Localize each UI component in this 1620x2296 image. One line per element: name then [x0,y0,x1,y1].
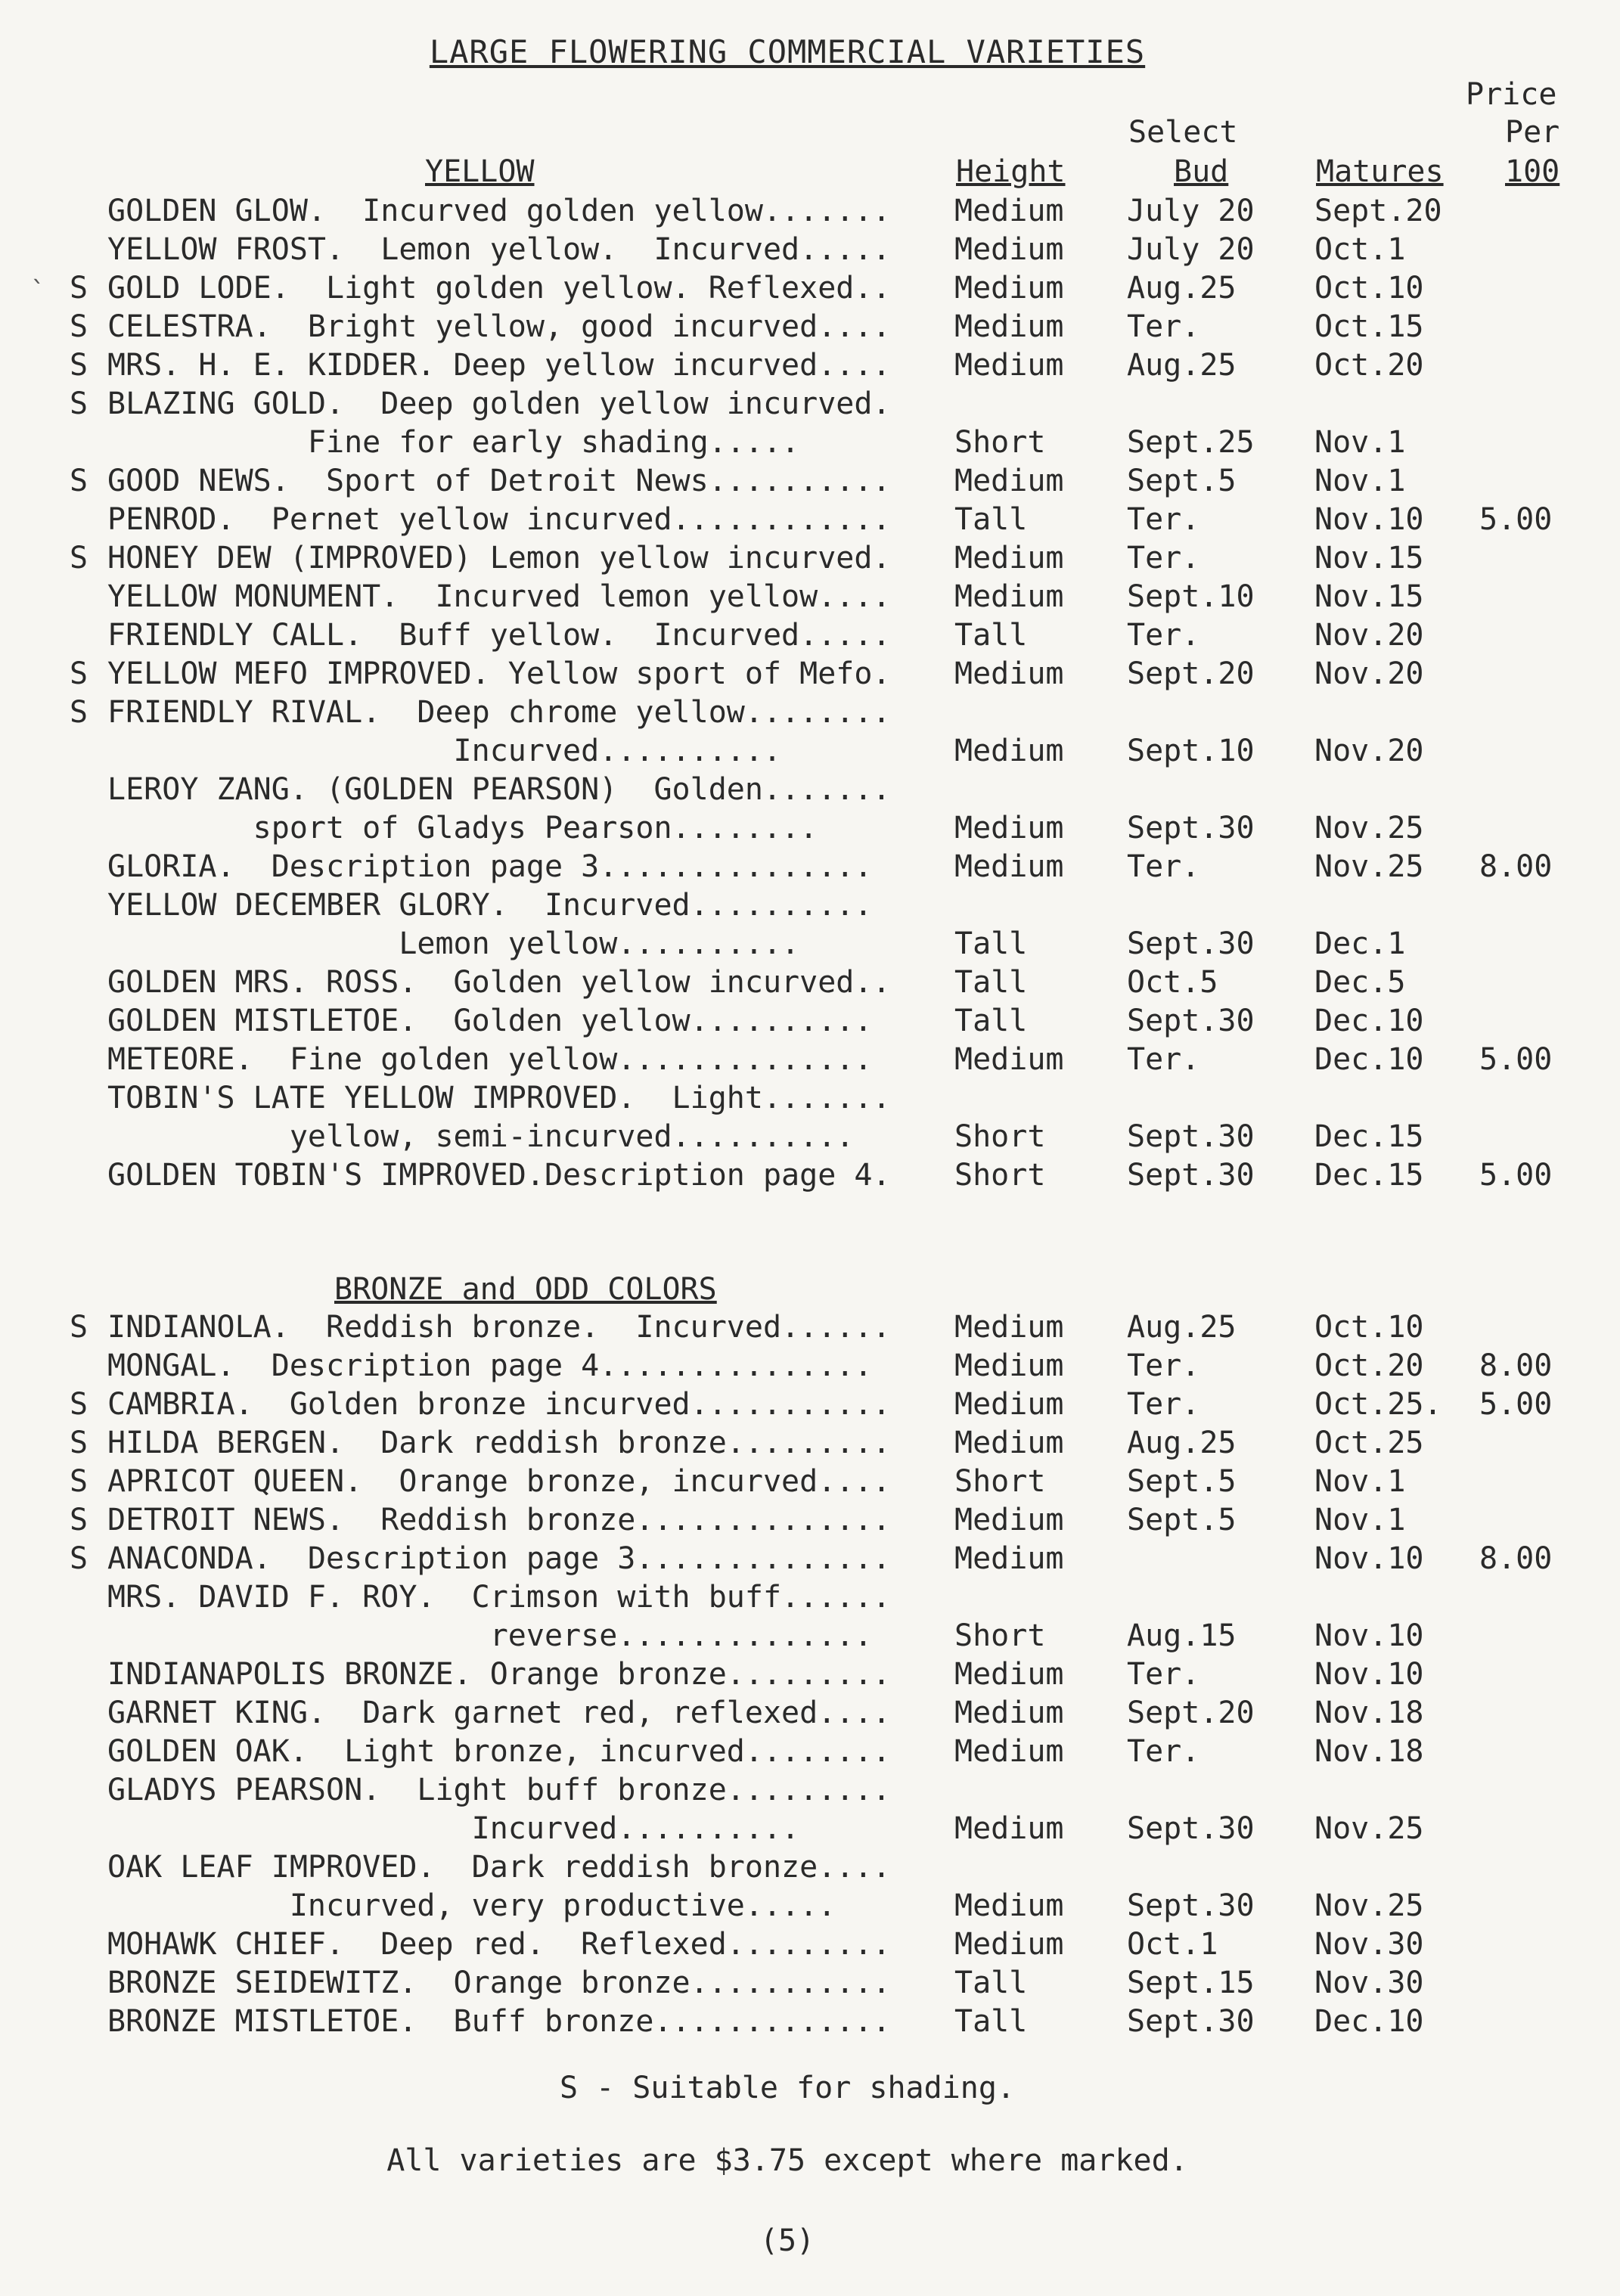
shading-flag: S [70,695,88,730]
table-row [0,1887,1620,1925]
matures-cell: Nov.15 [1314,541,1424,576]
variety-description: GOLDEN OAK. Light bronze, incurved........ [107,1734,891,1769]
variety-description: PENROD. Pernet yellow incurved............ [107,502,891,537]
matures-cell: Nov.10 [1314,502,1424,537]
variety-description: CELESTRA. Bright yellow, good incurved.... [107,309,891,344]
select-bud-cell: Oct.1 [1127,1927,1218,1962]
select-bud-cell: Ter. [1127,1657,1200,1692]
table-row [0,1964,1620,2002]
variety-description: Lemon yellow.......... [107,926,800,961]
shading-flag: S [70,348,88,383]
height-cell: Medium [954,1888,1064,1923]
height-cell: Medium [954,1541,1064,1576]
matures-cell: Nov.15 [1314,579,1424,614]
select-bud-cell: Ter. [1127,309,1200,344]
select-bud-cell: Aug.15 [1127,1618,1237,1653]
variety-description: GOLDEN TOBIN'S IMPROVED.Description page 4. [107,1158,891,1193]
table-row [0,732,1620,770]
select-bud-cell: Ter. [1127,1348,1200,1383]
table-row [0,1424,1620,1462]
matures-cell: Oct.15 [1314,309,1424,344]
height-cell: Medium [954,1811,1064,1846]
matures-cell: Oct.10 [1314,1310,1424,1345]
select-bud-cell: Sept.30 [1127,1811,1255,1846]
margin-mark: ` [30,276,46,306]
select-bud-cell: Sept.10 [1127,734,1255,768]
table-row [0,1385,1620,1423]
select-bud-cell: Sept.30 [1127,1888,1255,1923]
variety-description: YELLOW MONUMENT. Incurved lemon yellow.... [107,579,891,614]
table-row [0,886,1620,924]
select-bud-cell: Sept.20 [1127,1696,1255,1730]
table-row [0,1694,1620,1732]
matures-cell: Oct.20 [1314,1348,1424,1383]
variety-description: GLADYS PEARSON. Light buff bronze......... [107,1773,891,1807]
variety-description: FRIENDLY RIVAL. Deep chrome yellow........ [107,695,891,730]
matures-cell: Nov.18 [1314,1696,1424,1730]
table-row [0,1617,1620,1655]
bronze-heading: BRONZE and ODD COLORS [334,1272,717,1307]
matures-cell: Nov.30 [1314,1927,1424,1962]
table-row [0,693,1620,731]
matures-cell: Nov.18 [1314,1734,1424,1769]
matures-cell: Oct.1 [1314,232,1406,267]
matures-cell: Dec.10 [1314,1004,1424,1038]
matures-cell: Dec.15 [1314,1158,1424,1193]
table-row [0,2003,1620,2040]
select-bud-cell: Sept.30 [1127,926,1255,961]
matures-cell: Dec.1 [1314,926,1406,961]
price-cell: 8.00 [1479,1348,1553,1383]
price-header-line3: 100 [1505,154,1560,189]
matures-cell: Nov.1 [1314,1503,1406,1537]
table-row [0,424,1620,461]
variety-description: Incurved, very productive..... [107,1888,836,1923]
matures-cell: Nov.20 [1314,734,1424,768]
price-cell: 5.00 [1479,502,1553,537]
variety-description: HILDA BERGEN. Dark reddish bronze......... [107,1426,891,1460]
height-cell: Medium [954,1348,1064,1383]
matures-cell: Nov.10 [1314,1657,1424,1692]
variety-description: METEORE. Fine golden yellow.............. [107,1042,873,1077]
variety-description: GOOD NEWS. Sport of Detroit News.......... [107,464,891,498]
table-row [0,501,1620,538]
table-row [0,1156,1620,1194]
height-cell: Tall [954,1966,1028,2000]
select-bud-cell: Sept.25 [1127,425,1255,460]
price-cell: 5.00 [1479,1387,1553,1422]
price-note: All varieties are $3.75 except where marked. [386,2143,1188,2178]
select-bud-cell: Sept.5 [1127,1503,1237,1537]
select-bud-cell: Sept.10 [1127,579,1255,614]
variety-description: Incurved.......... [107,1811,800,1846]
variety-description: MONGAL. Description page 4............... [107,1348,873,1383]
select-bud-cell: July 20 [1127,194,1255,228]
height-cell: Short [954,1618,1046,1653]
table-row [0,1041,1620,1078]
height-cell: Medium [954,309,1064,344]
shading-flag: S [70,464,88,498]
height-cell: Medium [954,811,1064,845]
height-cell: Tall [954,926,1028,961]
price-cell: 5.00 [1479,1042,1553,1077]
variety-description: Incurved.......... [107,734,782,768]
matures-cell: Nov.1 [1314,1464,1406,1499]
select-bud-cell: Sept.30 [1127,2004,1255,2039]
table-row [0,1771,1620,1809]
height-cell: Medium [954,232,1064,267]
price-cell: 8.00 [1479,1541,1553,1576]
table-row [0,578,1620,616]
variety-description: YELLOW FROST. Lemon yellow. Incurved..... [107,232,891,267]
matures-cell: Nov.25 [1314,1888,1424,1923]
height-cell: Medium [954,1696,1064,1730]
shading-flag: S [70,1503,88,1537]
select-bud-cell: Ter. [1127,618,1200,653]
variety-description: GARNET KING. Dark garnet red, reflexed.... [107,1696,891,1730]
select-header-line1: Select [1128,115,1238,150]
matures-cell: Nov.20 [1314,656,1424,691]
height-cell: Tall [954,1004,1028,1038]
shading-flag: S [70,1310,88,1345]
table-row [0,655,1620,693]
table-row [0,192,1620,230]
table-row [0,385,1620,423]
select-bud-cell: Aug.25 [1127,348,1237,383]
select-bud-cell: Sept.15 [1127,1966,1255,2000]
shading-flag: S [70,1541,88,1576]
matures-cell: Oct.25 [1314,1426,1424,1460]
table-row [0,1733,1620,1770]
table-row [0,269,1620,307]
height-cell: Medium [954,1927,1064,1962]
variety-description: GOLD LODE. Light golden yellow. Reflexed.. [107,271,891,306]
variety-description: MRS. H. E. KIDDER. Deep yellow incurved.... [107,348,891,383]
shading-flag: S [70,1464,88,1499]
table-row [0,1501,1620,1539]
select-bud-cell: Ter. [1127,1042,1200,1077]
variety-description: reverse.............. [107,1618,873,1653]
variety-description: MRS. DAVID F. ROY. Crimson with buff...... [107,1580,891,1615]
matures-header: Matures [1316,154,1444,189]
variety-description: YELLOW MEFO IMPROVED. Yellow sport of Mefo. [107,656,891,691]
select-bud-cell: Sept.5 [1127,464,1237,498]
height-cell: Medium [954,194,1064,228]
price-header-line1: Price [1466,77,1557,112]
select-bud-cell: Ter. [1127,1734,1200,1769]
height-cell: Medium [954,464,1064,498]
variety-description: GLORIA. Description page 3............... [107,849,873,884]
matures-cell: Dec.15 [1314,1119,1424,1154]
variety-description: INDIANOLA. Reddish bronze. Incurved...... [107,1310,891,1345]
shading-flag: S [70,386,88,421]
variety-description: YELLOW DECEMBER GLORY. Incurved.......... [107,888,873,923]
table-row [0,1347,1620,1385]
matures-cell: Sept.20 [1314,194,1442,228]
table-row [0,1578,1620,1616]
table-row [0,771,1620,808]
height-cell: Medium [954,271,1064,306]
table-row [0,848,1620,886]
select-bud-cell: Aug.25 [1127,1426,1237,1460]
matures-cell: Dec.5 [1314,965,1406,1000]
matures-cell: Nov.1 [1314,464,1406,498]
matures-cell: Nov.1 [1314,425,1406,460]
height-cell: Short [954,1158,1046,1193]
select-bud-cell: Oct.5 [1127,965,1218,1000]
matures-cell: Oct.10 [1314,271,1424,306]
select-bud-cell: Sept.30 [1127,1004,1255,1038]
variety-description: INDIANAPOLIS BRONZE. Orange bronze......... [107,1657,891,1692]
height-header: Height [956,154,1066,189]
variety-description: BRONZE SEIDEWITZ. Orange bronze........... [107,1966,891,2000]
height-cell: Tall [954,2004,1028,2039]
table-row [0,616,1620,654]
table-row [0,231,1620,268]
height-cell: Medium [954,849,1064,884]
variety-description: LEROY ZANG. (GOLDEN PEARSON) Golden....... [107,772,891,807]
variety-description: GOLDEN GLOW. Incurved golden yellow....... [107,194,891,228]
height-cell: Medium [954,734,1064,768]
select-bud-cell: Sept.30 [1127,1119,1255,1154]
select-bud-cell: Ter. [1127,849,1200,884]
variety-description: APRICOT QUEEN. Orange bronze, incurved.... [107,1464,891,1499]
table-row [0,1810,1620,1848]
height-cell: Medium [954,1042,1064,1077]
matures-cell: Oct.20 [1314,348,1424,383]
matures-cell: Nov.25 [1314,811,1424,845]
matures-cell: Nov.10 [1314,1541,1424,1576]
select-bud-cell: Ter. [1127,1387,1200,1422]
yellow-heading: YELLOW [425,154,535,189]
shading-flag: S [70,309,88,344]
height-cell: Medium [954,656,1064,691]
table-row [0,308,1620,346]
table-row [0,1655,1620,1693]
table-row [0,1540,1620,1578]
shading-flag: S [70,1426,88,1460]
select-bud-cell: Aug.25 [1127,271,1237,306]
select-bud-cell: Ter. [1127,541,1200,576]
matures-cell: Nov.30 [1314,1966,1424,2000]
select-bud-cell: Aug.25 [1127,1310,1237,1345]
variety-description: BRONZE MISTLETOE. Buff bronze............. [107,2004,891,2039]
select-bud-cell: Sept.30 [1127,1158,1255,1193]
table-row [0,809,1620,847]
variety-description: GOLDEN MRS. ROSS. Golden yellow incurved.. [107,965,891,1000]
variety-description: sport of Gladys Pearson........ [107,811,818,845]
height-cell: Medium [954,579,1064,614]
height-cell: Tall [954,502,1028,537]
select-bud-cell: Ter. [1127,502,1200,537]
shading-flag: S [70,1387,88,1422]
matures-cell: Nov.25 [1314,849,1424,884]
variety-description: TOBIN'S LATE YELLOW IMPROVED. Light....... [107,1081,891,1115]
height-cell: Medium [954,1426,1064,1460]
matures-cell: Oct.25. [1314,1387,1442,1422]
height-cell: Medium [954,1310,1064,1345]
height-cell: Medium [954,1387,1064,1422]
table-row [0,1463,1620,1500]
page-title: LARGE FLOWERING COMMERCIAL VARIETIES [429,33,1146,70]
price-header-line2: Per [1505,115,1560,150]
height-cell: Tall [954,618,1028,653]
page-number: (5) [759,2223,815,2258]
table-row [0,1308,1620,1346]
height-cell: Short [954,1464,1046,1499]
variety-description: BLAZING GOLD. Deep golden yellow incurved. [107,386,891,421]
height-cell: Medium [954,541,1064,576]
variety-description: yellow, semi-incurved.......... [107,1119,855,1154]
shading-flag: S [70,271,88,306]
table-row [0,539,1620,577]
select-header-line2: Bud [1174,154,1229,189]
matures-cell: Nov.20 [1314,618,1424,653]
height-cell: Short [954,1119,1046,1154]
variety-description: MOHAWK CHIEF. Deep red. Reflexed......... [107,1927,891,1962]
height-cell: Short [954,425,1046,460]
variety-description: ANACONDA. Description page 3.............. [107,1541,891,1576]
matures-cell: Dec.10 [1314,2004,1424,2039]
height-cell: Medium [954,1734,1064,1769]
table-row [0,1848,1620,1886]
matures-cell: Nov.10 [1314,1618,1424,1653]
shading-footnote: S - Suitable for shading. [559,2071,1016,2105]
height-cell: Medium [954,348,1064,383]
table-row [0,1925,1620,1963]
price-cell: 8.00 [1479,849,1553,884]
table-row [0,1118,1620,1156]
select-bud-cell: Sept.5 [1127,1464,1237,1499]
variety-description: FRIENDLY CALL. Buff yellow. Incurved..... [107,618,891,653]
matures-cell: Nov.25 [1314,1811,1424,1846]
height-cell: Tall [954,965,1028,1000]
table-row [0,462,1620,500]
shading-flag: S [70,656,88,691]
table-row [0,925,1620,963]
height-cell: Medium [954,1657,1064,1692]
variety-description: OAK LEAF IMPROVED. Dark reddish bronze.... [107,1850,891,1885]
matures-cell: Dec.10 [1314,1042,1424,1077]
variety-description: CAMBRIA. Golden bronze incurved........... [107,1387,891,1422]
table-row [0,346,1620,384]
select-bud-cell: Sept.30 [1127,811,1255,845]
variety-description: Fine for early shading..... [107,425,800,460]
variety-description: HONEY DEW (IMPROVED) Lemon yellow incurved. [107,541,891,576]
table-row [0,1002,1620,1040]
height-cell: Medium [954,1503,1064,1537]
price-cell: 5.00 [1479,1158,1553,1193]
table-row [0,963,1620,1001]
variety-description: DETROIT NEWS. Reddish bronze.............. [107,1503,891,1537]
variety-description: GOLDEN MISTLETOE. Golden yellow.......... [107,1004,873,1038]
select-bud-cell: Sept.20 [1127,656,1255,691]
table-row [0,1079,1620,1117]
shading-flag: S [70,541,88,576]
select-bud-cell: July 20 [1127,232,1255,267]
